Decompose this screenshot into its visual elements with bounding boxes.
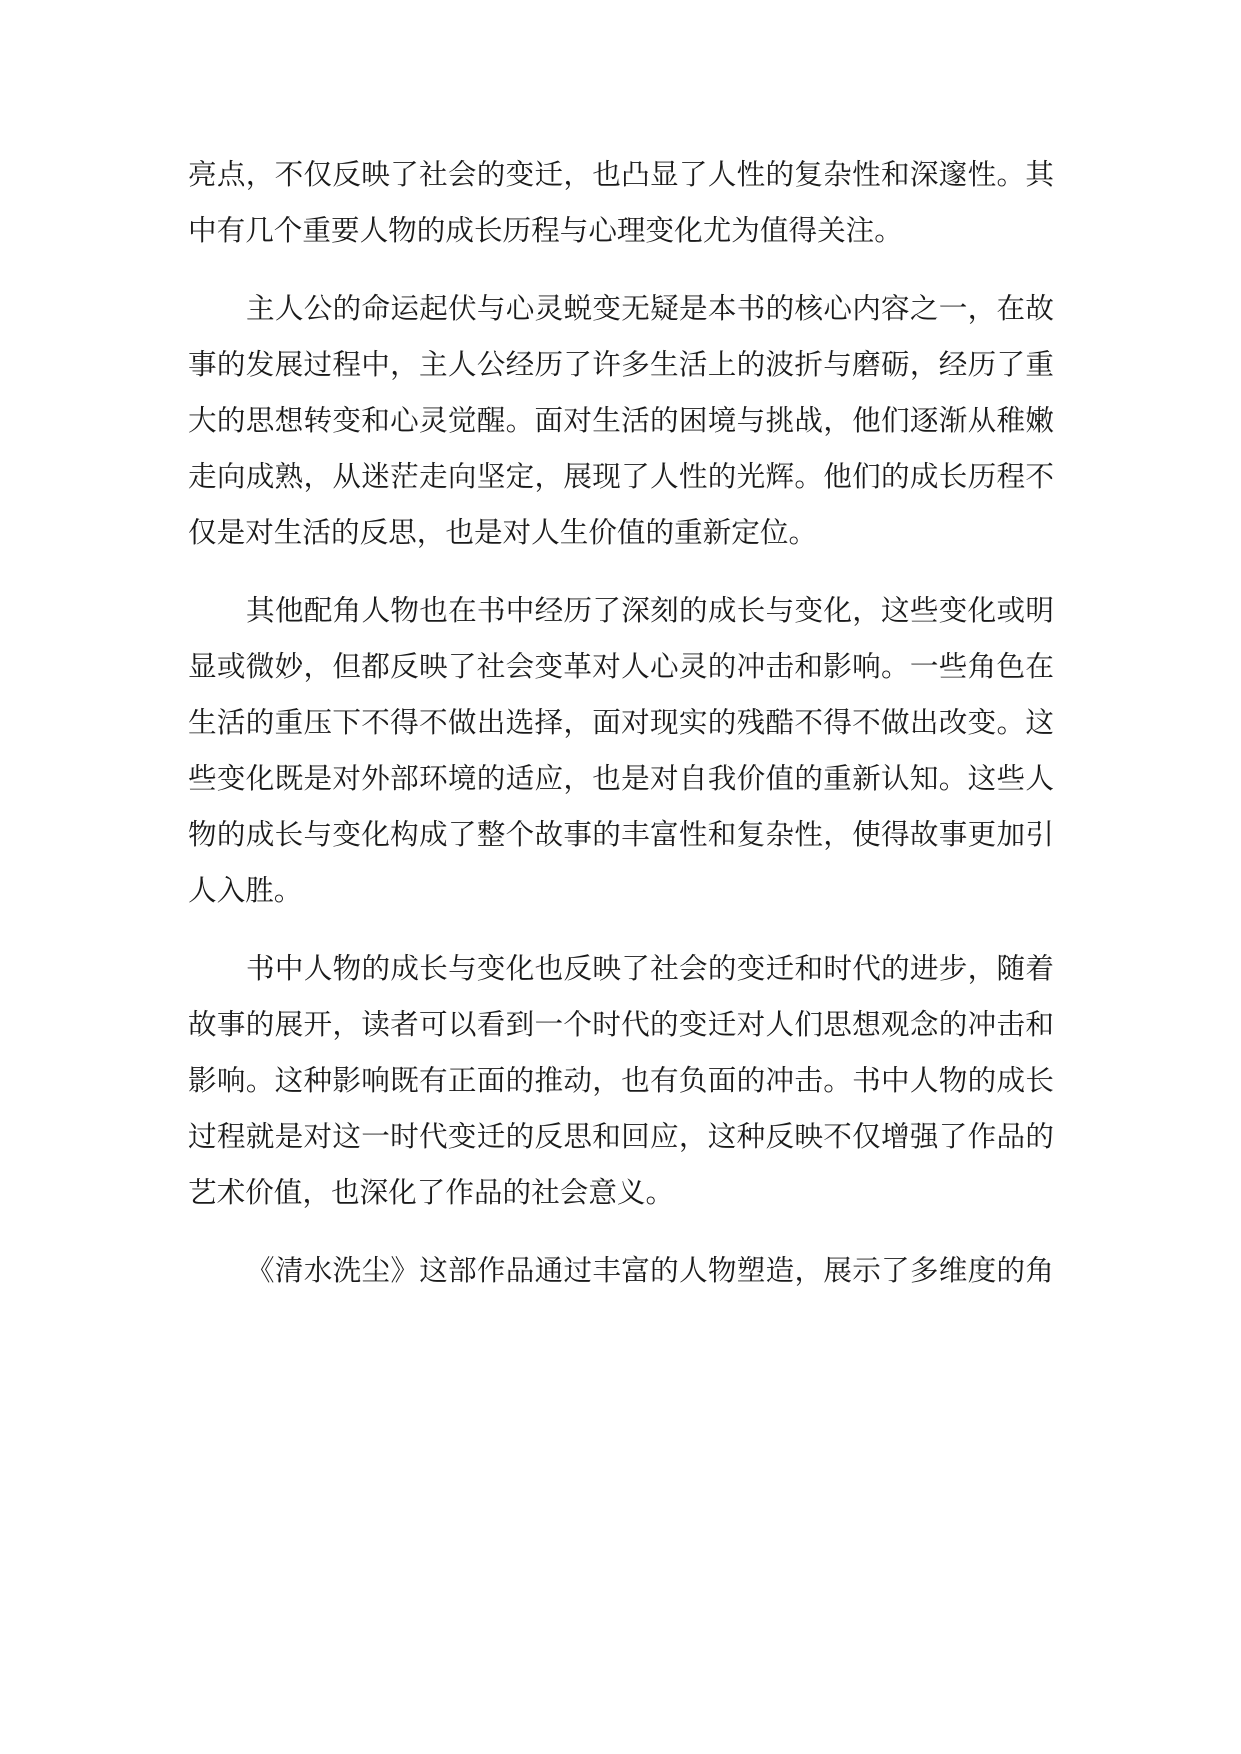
body-text bbox=[188, 146, 1054, 1298]
text-line: 影响。这种影响既有正面的推动，也有负面的冲击。书中人物的成长 bbox=[188, 1063, 1054, 1097]
text-line: 显或微妙，但都反映了社会变革对人心灵的冲击和影响。一些角色在 bbox=[188, 649, 1054, 683]
text-line: 主人公的命运起伏与心灵蜕变无疑是本书的核心内容之一，在故 bbox=[246, 291, 1054, 325]
text-line: 亮点，不仅反映了社会的变迁，也凸显了人性的复杂性和深邃性。其 bbox=[188, 157, 1054, 191]
text-line: 些变化既是对外部环境的适应，也是对自我价值的重新认知。这些人 bbox=[188, 761, 1054, 795]
text-line: 《清水洗尘》这部作品通过丰富的人物塑造，展示了多维度的角 bbox=[246, 1253, 1054, 1287]
text-line: 故事的展开，读者可以看到一个时代的变迁对人们思想观念的冲击和 bbox=[188, 1007, 1054, 1041]
text-line: 仅是对生活的反思，也是对人生价值的重新定位。 bbox=[188, 515, 818, 549]
text-line: 事的发展过程中，主人公经历了许多生活上的波折与磨砺，经历了重 bbox=[188, 347, 1054, 381]
text-line: 其他配角人物也在书中经历了深刻的成长与变化，这些变化或明 bbox=[246, 593, 1054, 627]
text-line: 艺术价值，也深化了作品的社会意义。 bbox=[188, 1175, 675, 1209]
paragraph bbox=[188, 146, 1054, 258]
paragraph bbox=[188, 1242, 1054, 1298]
paragraph bbox=[188, 940, 1054, 1220]
paragraph bbox=[188, 280, 1054, 560]
text-line: 物的成长与变化构成了整个故事的丰富性和复杂性，使得故事更加引 bbox=[188, 817, 1054, 851]
paragraph bbox=[188, 582, 1054, 918]
text-line: 大的思想转变和心灵觉醒。面对生活的困境与挑战，他们逐渐从稚嫩 bbox=[188, 403, 1054, 437]
text-line: 中有几个重要人物的成长历程与心理变化尤为值得关注。 bbox=[188, 213, 903, 247]
text-line: 生活的重压下不得不做出选择，面对现实的残酷不得不做出改变。这 bbox=[188, 705, 1054, 739]
text-line: 书中人物的成长与变化也反映了社会的变迁和时代的进步，随着 bbox=[246, 951, 1054, 985]
text-line: 走向成熟，从迷茫走向坚定，展现了人性的光辉。他们的成长历程不 bbox=[188, 459, 1054, 493]
text-line: 过程就是对这一时代变迁的反思和回应，这种反映不仅增强了作品的 bbox=[188, 1119, 1054, 1153]
text-line: 人入胜。 bbox=[188, 873, 303, 907]
